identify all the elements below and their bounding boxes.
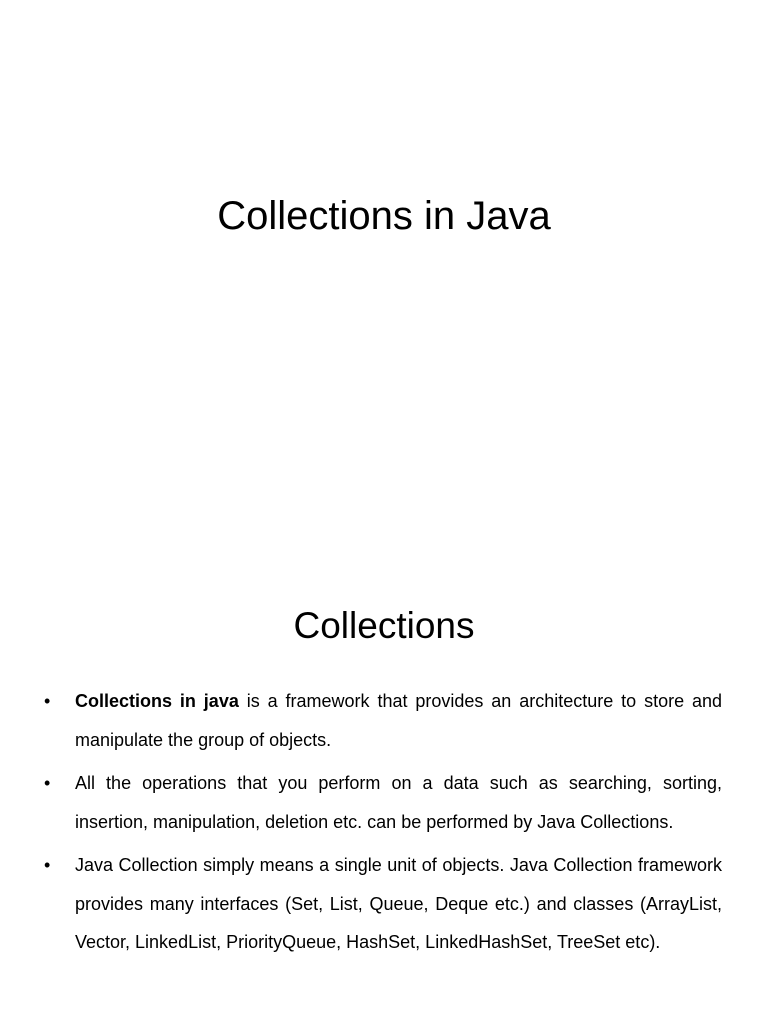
bullet-text: Java Collection simply means a single unit of objects. Java Collection framework provides many interfaces (Set, List, Queue, Deque etc.) and classes (ArrayList, Vector, LinkedList, PriorityQueue, HashSet, LinkedHashSet, TreeSet etc). [75, 855, 722, 952]
bullet-dot-icon: • [44, 855, 51, 875]
bullet-item [40, 682, 722, 759]
content-slide [0, 576, 768, 1024]
bullet-dot-icon: • [44, 691, 51, 711]
bullet-bold-text: Collections in java [75, 691, 239, 711]
bullet-item [40, 764, 722, 841]
bullet-text: All the operations that you perform on a data such as searching, sorting, insertion, manipulation, deletion etc. can be performed by Java Collections. [75, 773, 722, 832]
slide-title: Collections [293, 605, 475, 646]
bullet-list [40, 682, 722, 967]
bullet-text: is a framework that provides an architecture to store and manipulate the group of objects. [75, 691, 723, 750]
presentation-title: Collections in Java [217, 194, 551, 238]
bullet-item [40, 846, 722, 962]
bullet-dot-icon: • [44, 773, 51, 793]
